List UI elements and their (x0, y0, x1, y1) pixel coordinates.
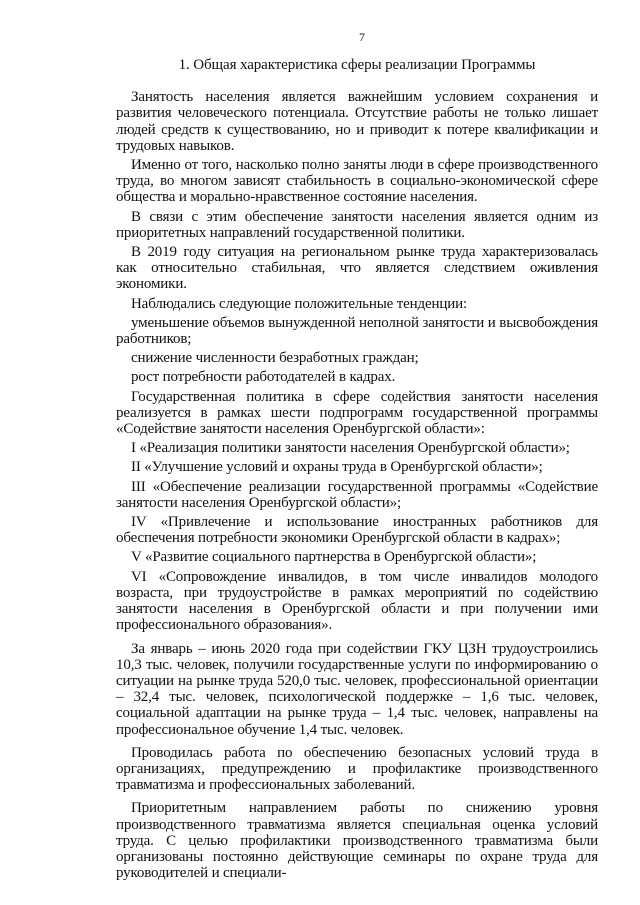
subprogram-item: IV «Привлечение и использование иностранных работников для обеспечения потребности экономики Оренбургской области в кадрах»; (116, 514, 598, 547)
list-item: рост потребности работодателей в кадрах. (131, 369, 396, 386)
paragraph: Приоритетным направлением работы по снижению уровня производственного травматизма является специальная оценка условий труда. С целью профилактики производственного травматизма были организованы постоянно действующие семинары по охране труда для руководителей и специали- (116, 800, 598, 882)
subprogram-item: V «Развитие социального партнерства в Оренбургской области»; (131, 549, 537, 566)
paragraph: Проводилась работа по обеспечению безопасных условий труда в организациях, предупреждению и профилактике производственного травматизма и профессиональных заболеваний. (116, 744, 598, 794)
subprogram-item: I «Реализация политики занятости населения Оренбургской области»; (131, 440, 570, 457)
paragraph: Именно от того, насколько полно заняты люди в сфере производственного труда, во многом зависят стабильность в социально-экономической сфере общества и морально-нравственное состояние населения. (116, 157, 598, 206)
subprogram-item: III «Обеспечение реализации государственной программы «Содействие занятости населения Оренбургской области»; (116, 478, 598, 511)
paragraph: За январь – июнь 2020 года при содействии ГКУ ЦЗН трудоустроились 10,3 тыс. человек, получили государственные услуги по информированию о ситуации на рынке труда 520,0 тыс. человек, профессиональной ориентации – 32,4 тыс. человек, психологической поддержке – 1,6 тыс. человек, социальной адаптации на рынке труда – 1,4 тыс. человек, направлены на профессиональное обучение 1,4 тыс. человек. (116, 640, 598, 738)
subprogram-item: VI «Сопровождение инвалидов, в том числе инвалидов молодого возраста, при трудоустройстве в рамках мероприятий по содействию занятости населения в Оренбургской области и при получении ими профессионального образования». (116, 568, 598, 634)
paragraph: Государственная политика в сфере содействия занятости населения реализуется в рамках шести подпрограмм государственной программы «Содействие занятости населения Оренбургской области»: (116, 388, 598, 438)
list-item: снижение численности безработных граждан; (131, 350, 419, 367)
section-heading: 1. Общая характеристика сферы реализации Программы (178, 57, 536, 73)
list-item: уменьшение объемов вынужденной неполной занятости и высвобождения работников; (116, 314, 598, 348)
paragraph: Занятость населения является важнейшим условием сохранения и развития человеческого потенциала. Отсутствие работы не только лишает людей средств к существованию, но и приводит к потере квалификации и трудовых навыков. (116, 89, 598, 154)
paragraph: В 2019 году ситуация на региональном рынке труда характеризовалась как относительно стабильная, что является следствием оживления экономики. (116, 244, 598, 293)
page-number: 7 (359, 30, 365, 44)
paragraph: В связи с этим обеспечение занятости населения является одним из приоритетных направлений государственной политики. (116, 208, 598, 241)
subprogram-item: II «Улучшение условий и охраны труда в Оренбургской области»; (131, 459, 543, 476)
paragraph: Наблюдались следующие положительные тенденции: (131, 295, 468, 312)
